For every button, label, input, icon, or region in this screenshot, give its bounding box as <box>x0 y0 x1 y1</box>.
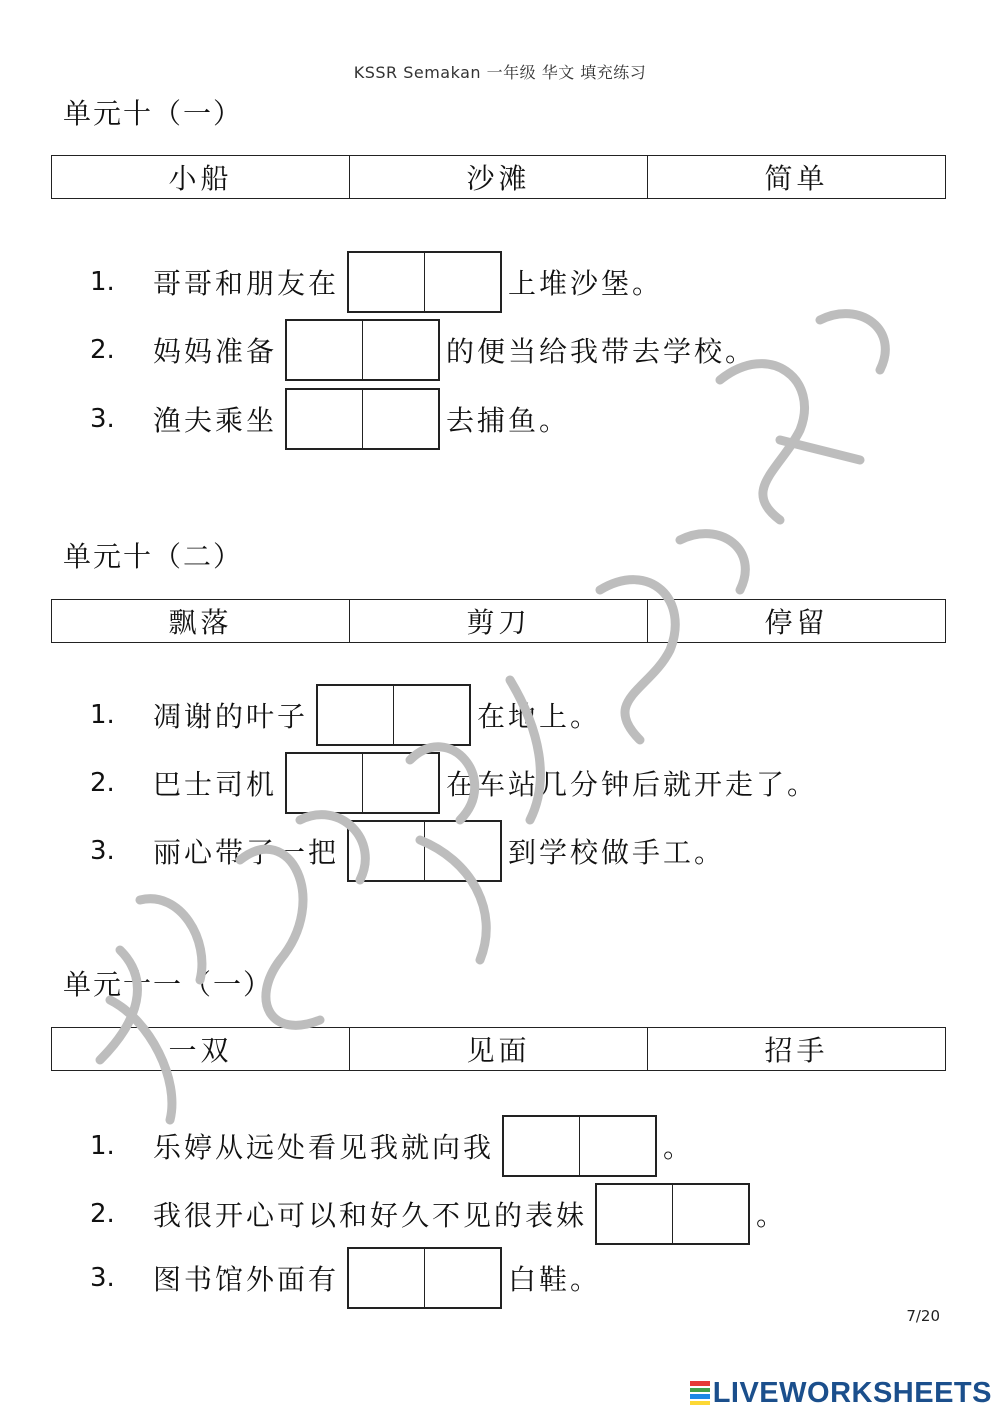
question-number: 1. <box>90 267 115 297</box>
question-number: 2. <box>90 768 115 798</box>
question-text-before: 我很开心可以和好久不见的表妹 <box>153 1199 588 1232</box>
liveworksheets-logo-icon <box>689 1380 711 1406</box>
word-bank <box>51 599 946 643</box>
word-bank-item: 剪刀 <box>350 600 648 642</box>
question-text-after: 到学校做手工。 <box>508 836 726 869</box>
answer-box[interactable] <box>502 1115 657 1177</box>
question-text-after: 的便当给我带去学校。 <box>446 335 757 368</box>
word-bank-item: 飘落 <box>52 600 350 642</box>
question-text-before: 丽心带了一把 <box>153 836 340 869</box>
page-header: KSSR Semakan 一年级 华文 填充练习 <box>353 63 647 82</box>
question-text-after: 在车站几分钟后就开走了。 <box>446 768 819 801</box>
section-title: 单元十（一） <box>63 97 244 130</box>
word-bank-item: 沙滩 <box>350 156 648 198</box>
word-bank-item: 见面 <box>350 1028 648 1070</box>
word-bank-item: 招手 <box>764 1034 829 1067</box>
question-number: 2. <box>90 1199 115 1229</box>
question-text-after: 上堆沙堡。 <box>508 267 664 300</box>
answer-box[interactable] <box>285 752 440 814</box>
question-text-before: 图书馆外面有 <box>153 1263 340 1296</box>
question-number: 2. <box>90 335 115 365</box>
question-text-before: 巴士司机 <box>153 768 278 801</box>
question-text-after: 在地上。 <box>477 700 602 733</box>
question-text-before: 哥哥和朋友在 <box>153 267 340 300</box>
answer-box[interactable] <box>285 319 440 381</box>
word-bank-item: 小船 <box>52 156 350 198</box>
question-number: 3. <box>90 1263 115 1293</box>
word-bank-item: 简单 <box>764 162 829 195</box>
answer-box[interactable] <box>285 388 440 450</box>
answer-box[interactable] <box>595 1183 750 1245</box>
question-text-after: 去捕鱼。 <box>446 404 571 437</box>
section-title: 单元十（二） <box>63 540 244 573</box>
question-number: 1. <box>90 1131 115 1161</box>
question-text-before: 乐婷从远处看见我就向我 <box>153 1131 495 1164</box>
question-number: 3. <box>90 404 115 434</box>
question-text-before: 妈妈准备 <box>153 335 278 368</box>
word-bank <box>51 155 946 199</box>
section-title: 单元十一（一） <box>63 968 274 1001</box>
question-text-before: 渔夫乘坐 <box>153 404 278 437</box>
question-number: 3. <box>90 836 115 866</box>
question-number: 1. <box>90 700 115 730</box>
answer-box[interactable] <box>347 1247 502 1309</box>
page-number: 7/20 <box>906 1307 940 1325</box>
brand-name: LIVEWORKSHEETS <box>712 1376 992 1409</box>
question-text-before: 凋谢的叶子 <box>153 700 309 733</box>
answer-box[interactable] <box>347 251 502 313</box>
liveworksheets-brand <box>689 1376 992 1410</box>
logo-stripe <box>689 1400 711 1407</box>
answer-box[interactable] <box>316 684 471 746</box>
answer-box[interactable] <box>347 820 502 882</box>
question-text-after: 。 <box>756 1199 788 1232</box>
word-bank-item: 停留 <box>764 606 829 639</box>
question-text-after: 。 <box>663 1131 695 1164</box>
word-bank <box>51 1027 946 1071</box>
question-text-after: 白鞋。 <box>508 1263 602 1296</box>
word-bank-item: 一双 <box>52 1028 350 1070</box>
